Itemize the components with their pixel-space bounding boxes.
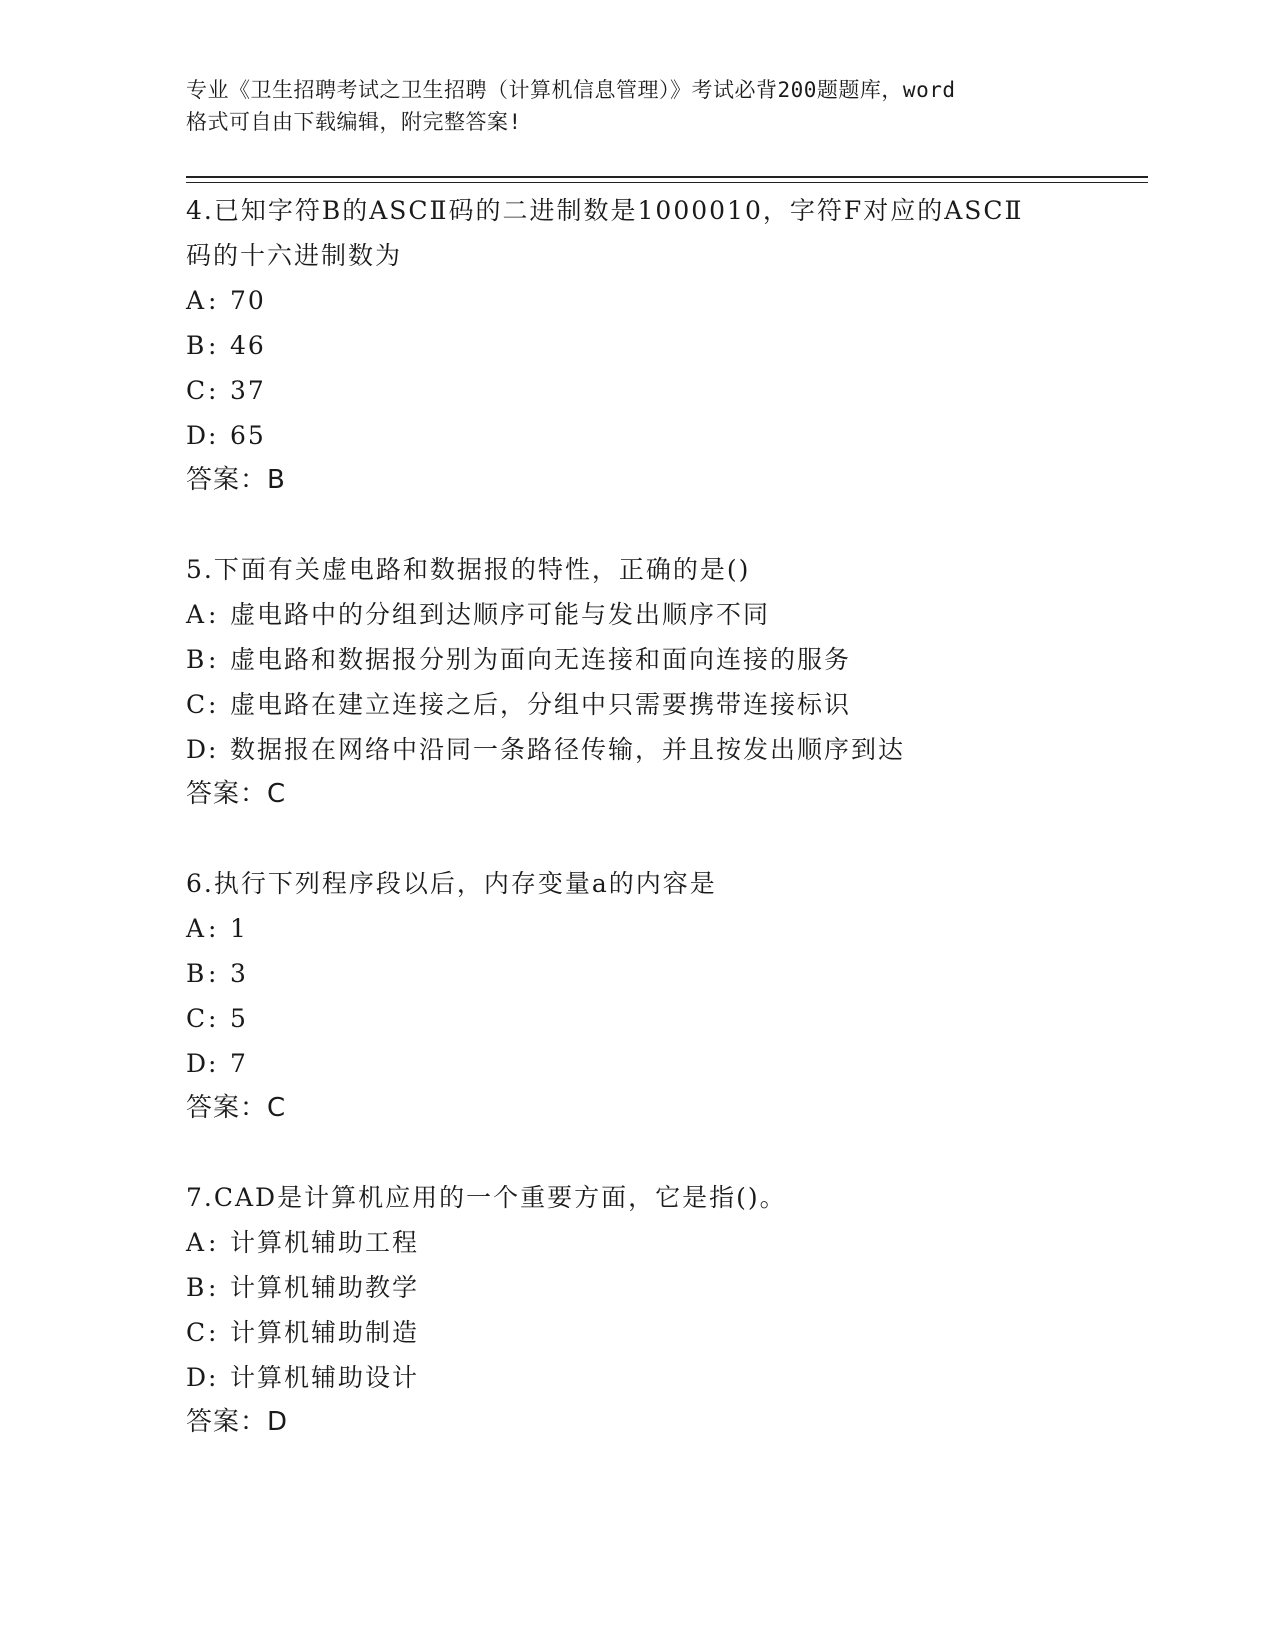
document-header <box>186 74 1086 138</box>
question-text-line-1: 5.下面有关虚电路和数据报的特性，正确的是() <box>186 555 751 584</box>
option-c <box>186 368 1086 413</box>
question-text <box>186 188 1086 278</box>
option-letter: B <box>186 1273 207 1302</box>
option-d <box>186 1041 1086 1086</box>
option-letter: B <box>186 645 207 674</box>
option-text: 5 <box>230 1004 248 1033</box>
option-c <box>186 996 1086 1041</box>
option-separator: : <box>208 286 219 315</box>
option-text: 70 <box>230 286 266 315</box>
option-separator: : <box>208 690 219 719</box>
question-text <box>186 547 1086 592</box>
answer-label: 答案：D <box>186 1407 289 1437</box>
question-6 <box>186 861 1086 1130</box>
option-a <box>186 1220 1086 1265</box>
answer-label: 答案：B <box>186 465 286 495</box>
option-separator: : <box>208 600 219 629</box>
option-separator: : <box>208 1228 219 1257</box>
option-text: 计算机辅助制造 <box>230 1318 420 1347</box>
option-b <box>186 637 1086 682</box>
answer-label: 答案：C <box>186 1093 287 1123</box>
option-letter: B <box>186 959 207 988</box>
header-line-1: 专业《卫生招聘考试之卫生招聘（计算机信息管理）》考试必背200题题库，word <box>186 78 956 102</box>
option-separator: : <box>208 421 219 450</box>
option-text: 计算机辅助设计 <box>230 1363 420 1392</box>
option-c <box>186 1310 1086 1355</box>
question-text-line-1: 4.已知字符B的ASCⅡ码的二进制数是1000010，字符F对应的ASCⅡ <box>186 196 1024 225</box>
question-4 <box>186 188 1086 502</box>
option-text: 虚电路在建立连接之后，分组中只需要携带连接标识 <box>230 690 852 719</box>
question-5 <box>186 547 1086 816</box>
option-letter: D <box>186 735 209 764</box>
option-letter: A <box>186 1228 207 1257</box>
header-line-2: 格式可自由下载编辑，附完整答案! <box>186 110 522 134</box>
option-separator: : <box>208 735 219 764</box>
option-text: 虚电路和数据报分别为面向无连接和面向连接的服务 <box>230 645 852 674</box>
option-separator: : <box>208 959 219 988</box>
option-letter: C <box>186 376 208 405</box>
option-separator: : <box>208 1318 219 1347</box>
option-text: 3 <box>230 959 248 988</box>
option-letter: A <box>186 600 207 629</box>
option-b <box>186 1265 1086 1310</box>
option-b <box>186 951 1086 996</box>
option-text: 数据报在网络中沿同一条路径传输，并且按发出顺序到达 <box>230 735 906 764</box>
option-letter: D <box>186 421 209 450</box>
option-separator: : <box>208 331 219 360</box>
option-separator: : <box>208 645 219 674</box>
option-text: 46 <box>230 331 266 360</box>
question-text-line-1: 6.执行下列程序段以后，内存变量a的内容是 <box>186 869 717 898</box>
option-text: 1 <box>230 914 248 943</box>
option-a <box>186 906 1086 951</box>
option-c <box>186 682 1086 727</box>
question-text-line-1: 7.CAD是计算机应用的一个重要方面，它是指()。 <box>186 1183 787 1212</box>
option-letter: A <box>186 286 207 315</box>
option-letter: D <box>186 1049 209 1078</box>
question-text <box>186 861 1086 906</box>
option-a <box>186 592 1086 637</box>
option-text: 计算机辅助教学 <box>230 1273 420 1302</box>
option-separator: : <box>208 1049 219 1078</box>
header-divider-thin <box>186 182 1148 183</box>
option-letter: C <box>186 1318 208 1347</box>
option-letter: D <box>186 1363 209 1392</box>
option-text: 37 <box>230 376 266 405</box>
answer-label: 答案：C <box>186 779 287 809</box>
header-divider-thick <box>186 176 1148 178</box>
option-letter: C <box>186 1004 208 1033</box>
option-letter: A <box>186 914 207 943</box>
option-text: 65 <box>230 421 266 450</box>
question-text <box>186 1175 1086 1220</box>
option-b <box>186 323 1086 368</box>
option-letter: C <box>186 690 208 719</box>
option-d <box>186 413 1086 458</box>
option-a <box>186 278 1086 323</box>
option-separator: : <box>208 1273 219 1302</box>
option-separator: : <box>208 914 219 943</box>
question-7 <box>186 1175 1086 1444</box>
option-letter: B <box>186 331 207 360</box>
option-text: 计算机辅助工程 <box>230 1228 420 1257</box>
question-list <box>186 188 1086 1489</box>
option-text: 虚电路中的分组到达顺序可能与发出顺序不同 <box>230 600 771 629</box>
option-text: 7 <box>230 1049 248 1078</box>
option-separator: : <box>208 1004 219 1033</box>
option-separator: : <box>208 1363 219 1392</box>
option-separator: : <box>208 376 219 405</box>
question-text-line-2: 码的十六进制数为 <box>186 241 403 270</box>
option-d <box>186 1355 1086 1400</box>
option-d <box>186 727 1086 772</box>
